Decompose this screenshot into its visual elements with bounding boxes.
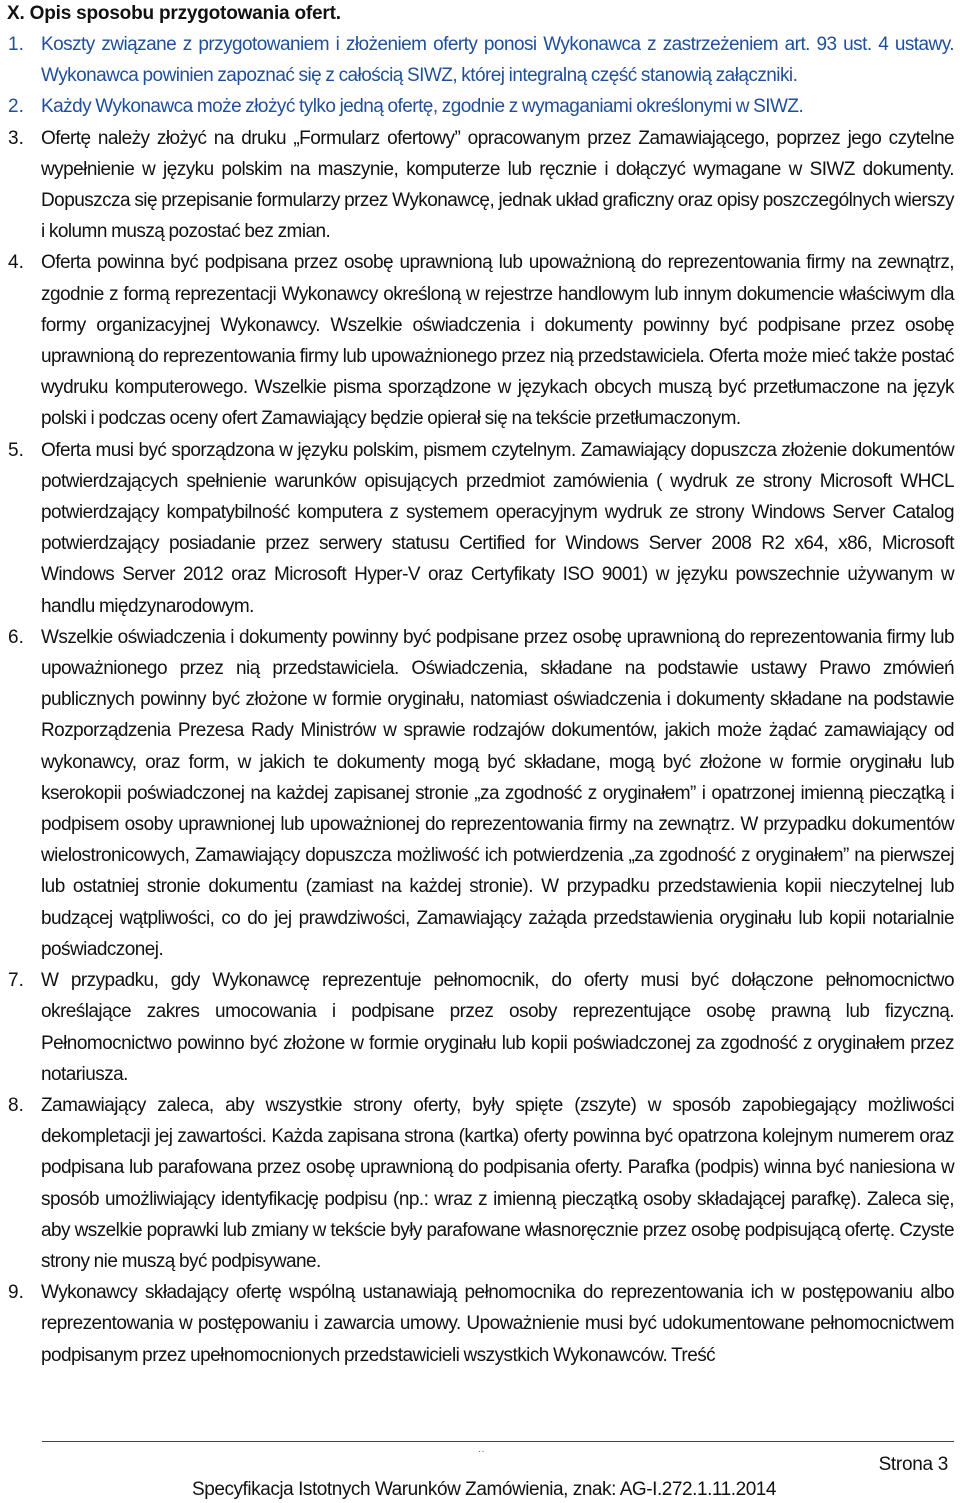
item-number: 4. (8, 252, 24, 274)
list-item-7 (8, 965, 954, 1090)
item-text: Wszelkie oświadczenia i dokumenty powinny być podpisane przez osobę uprawnioną do reprezentowania firmy lub upoważnionego przez nią przedstawiciela. Oświadczenia, składane na podstawie ustawy Prawo zmówień publicznych powinny być złożone w formie oryginału, natomiast oświadczenia i dokumenty składane na podstawie Rozporządzenia Prezesa Rady Ministrów w sprawie rodzajów dokumentów, jakich może żądać zamawiający od wykonawcy, oraz form, w jakich te dokumenty mogą być składane, mogą być złożone w formie oryginału lub kserokopii poświadczonej na każdej zapisanej stronie „za zgodność z oryginałem” i opatrzonej imienną pieczątką i podpisem osoby uprawnionej lub upoważnionej do reprezentowania firmy na zewnątrz. W przypadku dokumentów wielostronicowych, Zamawiający dopuszcza możliwość ich potwierdzenia „za zgodność z oryginałem” na pierwszej lub ostatniej stronie dokumentu (zamiast na każdej stronie). W przypadku przedstawienia kopii nieczytelnej lub budzącej wątpliwości, co do jej prawdziwości, Zamawiający zażąda przedstawienia oryginału lub kopii notarialnie poświadczonej. (41, 626, 954, 960)
list-item-3 (8, 123, 954, 248)
footer-spec-title: Specyfikacja Istotnych Warunków Zamówienia, znak: AG-I.272.1.11.2014 (192, 1479, 777, 1500)
numbered-list (8, 29, 954, 1371)
item-number: 8. (8, 1094, 24, 1116)
item-text: Oferta musi być sporządzona w języku polskim, pismem czytelnym. Zamawiający dopuszcza złożenie dokumentów potwierdzających spełnienie warunków opisujących przedmiot zamówienia ( wydruk ze strony Microsoft WHCL potwierdzający kompatybilność komputera z systemem operacyjnym wydruk ze strony Windows Server Catalog potwierdzający posiadanie przez serwery statusu Certified for Windows Server 2008 R2 x64, x86, Microsoft Windows Server 2012 oraz Microsoft Hyper-V oraz Certyfikaty ISO 9001) w języku powszechnie używanym w handlu międzynarodowym. (41, 439, 954, 617)
section-heading: X. Opis sposobu przygotowania ofert. (7, 3, 341, 24)
list-item-1 (8, 29, 954, 91)
item-number: 3. (8, 127, 24, 149)
item-text: Koszty związane z przygotowaniem i złożeniem oferty ponosi Wykonawca z zastrzeżeniem art. 93 ust. 4 ustawy. Wykonawca powinien zapoznać się z całością SIWZ, której integralną część stanowią załączniki. (41, 34, 954, 87)
footer-mark: ·· (478, 1446, 485, 1457)
item-text: Oferta powinna być podpisana przez osobę uprawnioną lub upoważnioną do reprezentowania firmy na zewnątrz, zgodnie z formą reprezentacji Wykonawcy określoną w rejestrze handlowym lub innym dokumencie właściwym dla formy organizacyjnej Wykonawcy. Wszelkie oświadczenia i dokumenty powinny być podpisane przez osobę uprawnioną do reprezentowania firmy lub upoważnionego przez nią przedstawiciela. Oferta może mieć także postać wydruku komputerowego. Wszelkie pisma sporządzone w językach obcych muszą być przetłumaczone na język polski i podczas oceny ofert Zamawiający będzie opierał się na tekście przetłumaczonym. (41, 252, 954, 430)
item-number: 5. (8, 439, 24, 461)
item-text: Wykonawcy składający ofertę wspólną ustanawiają pełnomocnika do reprezentowania ich w postępowaniu albo reprezentowania w postępowaniu i zawarcia umowy. Upoważnienie musi być udokumentowane pełnomocnictwem podpisanym przez upełnomocnionych przedstawicieli wszystkich Wykonawców. Treść (41, 1282, 954, 1366)
item-text: Każdy Wykonawca może złożyć tylko jedną ofertę, zgodnie z wymaganiami określonymi w SIWZ. (41, 96, 804, 118)
item-text: Zamawiający zaleca, aby wszystkie strony oferty, były spięte (zszyte) w sposób zapobiegający możliwości dekompletacji jej zawartości. Każda zapisana strona (kartka) oferty powinna być opatrzona kolejnym numerem oraz podpisana lub parafowana przez osobę uprawnioną do podpisania oferty. Parafka (podpis) winna być naniesiona w sposób umożliwiający identyfikację podpisu (np.: wraz z imienną pieczątką osoby składającej parafkę). Zaleca się, aby wszelkie poprawki lub zmiany w tekście były parafowane własnoręcznie przez osobę podpisującą ofertę. Czyste strony nie muszą być podpisywane. (41, 1094, 954, 1272)
list-item-9 (8, 1277, 954, 1371)
item-number: 6. (8, 626, 24, 648)
list-item-8 (8, 1090, 954, 1277)
item-number: 9. (8, 1282, 24, 1304)
list-item-6 (8, 622, 954, 965)
item-text: Ofertę należy złożyć na druku „Formularz ofertowy” opracowanym przez Zamawiającego, poprzez jego czytelne wypełnienie w języku polskim na maszynie, komputerze lub ręcznie i dołączyć wymagane w SIWZ dokumenty. Dopuszcza się przepisanie formularzy przez Wykonawcę, jednak układ graficzny oraz opisy poszczególnych wierszy i kolumn muszą pozostać bez zmian. (41, 127, 954, 243)
item-number: 1. (8, 34, 24, 55)
list-item-4 (8, 247, 954, 434)
item-number: 7. (8, 970, 24, 992)
footer-divider (42, 1441, 954, 1442)
list-item-5 (8, 435, 954, 622)
item-number: 2. (8, 96, 24, 118)
page-number: Strona 3 (878, 1454, 948, 1475)
item-text: W przypadku, gdy Wykonawcę reprezentuje pełnomocnik, do oferty musi być dołączone pełnomocnictwo określające zakres umocowania i podpisane przez osoby reprezentujące osobę prawną lub fizyczną. Pełnomocnictwo powinno być złożone w formie oryginału lub kopii poświadczonej za zgodność z oryginałem przez notariusza. (41, 970, 954, 1085)
list-item-2 (8, 91, 954, 122)
